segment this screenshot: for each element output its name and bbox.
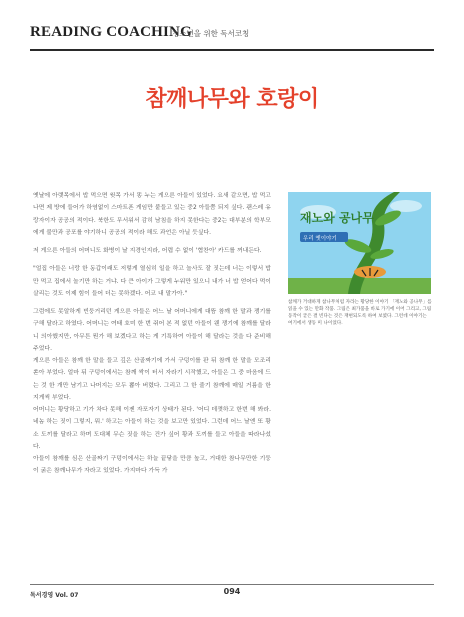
paragraph: 어머니는 황당하고 기가 차다 못해 이젠 자포자기 상태가 된다. '어디 데꼇하고 한번 해 봐라. 네놈 하는 짓이 그렇지, 뭐.' 하고는 아들이 하는 것을 보고만 있었다. 그런데 어느 날엔 또 황소 도끼를 달라고 하며 도대체 무슨 짓을 하는 건가 싶어 황과 도끼를 들고 아들을 따라나섰다. [33,407,271,450]
footer-rule [30,584,434,585]
book-cover-image [288,192,431,294]
paragraph: 게으른 아들은 참깨 한 말을 들고 깊은 산골짜기에 가서 구덩이를 판 뒤 참깨 한 말을 모조리 쏟아 부었다. 얼마 뒤 구덩이에서는 참깨 싹이 터서 자라기 시작했고, 아들은 그 중 마음에 드는 것 한 개만 남기고 나머지는 모두 뽑아 버렸다. 그리고 그 한 줄기 참깨에 매일 거름을 한 지게씩 부었다. [33,358,271,401]
brand-title: READING COACHING [30,24,192,40]
paragraph: 그럼에도 못알하게 빈둥거리던 게으른 아들은 어느 날 어머니에게 대뜸 참깨 한 말과 쟁기를 구해 달라고 하였다. 어머니는 여태 호미 한 번 쥐어 본 적 없던 아들이 웬 쟁기에 참깨를 달라니 의아했지만, 아무튼 뭔가 해 보겠다고 하는 게 기특하여 아들이 해 달라는 것을 다 준비해 주었다. [33,309,271,352]
paragraph: 옛날에 아랫목에서 밥 먹으면 윗목 가서 똥 누는 게으른 아들이 있었다. 요새 같으면, 밥 먹고 나면 제 방에 들어가 하염없이 스마트폰 게임만 붙들고 있는 중2 아들쯤 되지 싶다. 괜스레 유랑자이자 공공의 적이다. 북한도 무서워서 감히 남침을 하지 못한다는 중2는 대부분의 학부모에게 불만과 공포를 야기하니 공공의 적이라 해도 과언은 아닐 듯싶다. [33,193,271,236]
paragraph: 저 게으른 아들의 어머니도 화병이 날 지경인지라, 어렵 수 없이 '협찬아' 카드를 꺼내든다. [33,248,262,254]
cover-title: 재노와 공나무 [300,211,374,225]
cover-badge: 우리 옛이야기 [303,236,337,242]
paragraph: "얼집 아들은 너랑 한 동갑이래도 저렇게 열심히 일을 하고 놀사도 잘 짓는데 너는 이렇서 밥만 먹고 집에서 놀기만 하는 거냐. 다 큰 아이가 그렇게 누워만 있으니 내가 너 밥 얻어다 먹이 살리는 것도 이제 힘이 들어 더는 못하겠다. 어코 내 말가아." [33,266,271,297]
header-rule [30,49,434,51]
article-body [33,190,271,478]
book-cover-illustration [288,192,431,294]
image-caption: 참깨가 거대하게 참나무처럼 자라는 황당한 이야기 「재노와 공나무」를 읽을 수 있는 만화 작품. 그림은 최가품을 바로 가기에 이어 그리고, 그림 동작이 굳은 결 빈다는 것은 재현되도록 하여 보였다. 그런데 이야기는 여기에서 생동 미 나이었다. [288,300,432,326]
footer-publication: 독서경영 Vol. 07 [30,592,79,599]
header-subtitle: 청소년을 위한 독서코칭 [172,29,250,38]
paragraph: 아들이 참깨를 심은 산골짜기 구덩이에서는 하늘 끝닿을 만큼 높고, 거대한 참나무만한 기둥이 굵은 참깨나무가 자라고 있었다. 가지마다 가득 가 [33,456,271,475]
page-header [30,24,434,48]
article-title: 참깨나무와 호랑이 [145,87,319,112]
page-number: 094 [223,587,241,596]
